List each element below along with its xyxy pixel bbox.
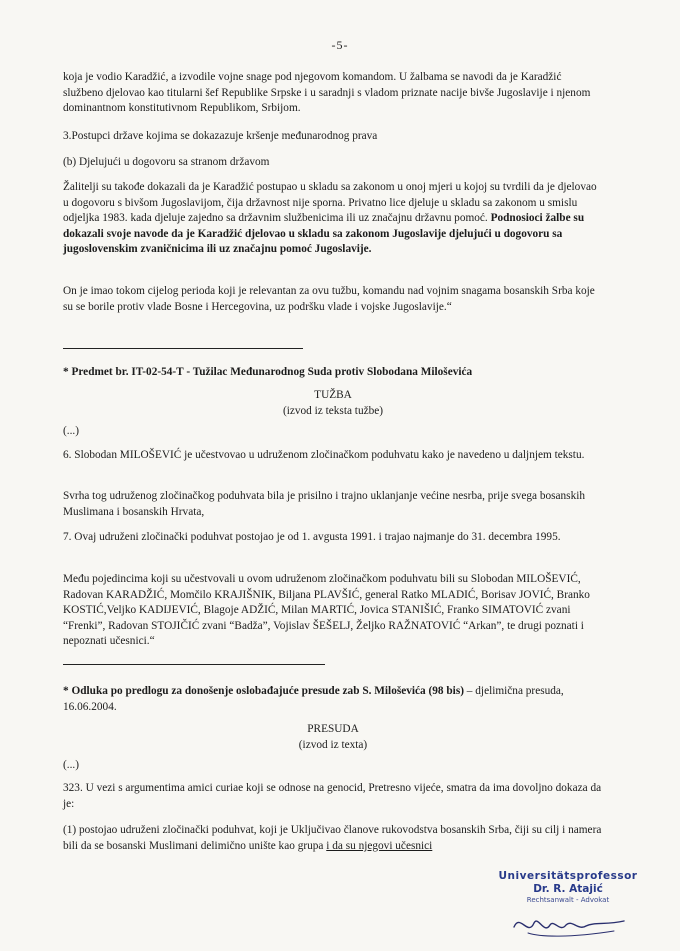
paragraph-svrha: Svrha tog udruženog zločinačkog poduhvata bila je prisilno i trajno uklanjanje većine nesrba, prije svega bosanskih Muslimana i bosanskih Hrvata, [63,490,586,518]
section-heading-3: 3.Postupci države kojima se dokazazuje kršenje međunarodnog prava [63,130,378,142]
paragraph-point-1-underlined: i da su njegovi učesnici [326,839,433,852]
paragraph-7: 7. Ovaj udruženi zločinački poduhvat postojao je od 1. avgusta 1991. i trajao najmanje do 31. decembra 1995. [63,531,561,543]
paragraph-intro: koja je vodio Karadžić, a izvodile vojne snage pod njegovom komandom. U žalbama se navodi da je Karadžić službeno djelovao kao titularni šef Republike Srpske i u saradnji s vladom priznate nacije bivše Jugoslavije i njenom dominantnom konstitutivnom Republikom, Srbijom. [63,71,591,115]
stamp-name: Dr. R. Atajić [533,883,603,895]
case-heading: * Predmet br. IT-02-54-T - Tužilac Međunarodnog Suda protiv Slobodana Miloševića [63,366,473,378]
ellipsis: (...) [63,425,79,437]
tuzba-subtitle: (izvod iz teksta tužbe) [282,405,384,417]
decision-heading-bold: * Odluka po predlogu za donošenje oslobađajuće presude zab S. Miloševića (98 bis) [63,685,464,697]
paragraph-6: 6. Slobodan MILOŠEVIĆ je učestvovao u udruženom zločinačkom poduhvatu kako je navedeno u daljnjem tekstu. [63,449,585,461]
presuda-subtitle: (izvod iz texta) [298,739,368,751]
paragraph-point-1 [63,823,603,854]
stamp-title: Universitätsprofessor [498,870,638,882]
paragraph-komanda: On je imao tokom cijelog perioda koji je relevantan za ovu tužbu, komandu nad vojnim snagama bosanskih Srba koje su se borile protiv vlade Bosne i Hercegovina, uz podršku vlade i vojske Jugoslavije.“ [63,285,595,313]
paragraph-ucesnici: Među pojedincima koji su učestvovali u ovom udruženom zločinačkom poduhvatu bili su Slobodan MILOŠEVIĆ, Radovan KARADŽIĆ, Momčilo KRAJIŠNIK, Biljana PLAVŠIĆ, general Ratko MLADIĆ, Borisav JOVIĆ, Branko KOSTIĆ,Veljko KADIJEVIĆ, Blagoje ADŽIĆ, Milan MARTIĆ, Jovica STANIŠIĆ, Franko SIMATOVIĆ zvani “Frenki”, Radovan STOJIČIĆ zvani “Badža”, Vojislav ŠEŠELJ, Željko RAŽNATOVIĆ “Arkan”, te drugi poznati i nepoznati učesnici.“ [63,573,590,648]
signature [510,907,630,941]
paragraph-zalitelji [63,180,603,258]
presuda-title: PRESUDA [307,723,359,735]
paragraph-zalitelji-text: Žalitelji su takođe dokazali da je Karadžić postupao u skladu sa zakonom u onoj mjeri u kojoj su tvrdili da je djelovao u dogovoru s bivšom Jugoslavijom, čija državnost nije sporna. Privatno lice djeluje u skladu sa zakonom u smislu odjeljka 1983. kada djeluje zajedno sa državnim službenicima ili uz značajnu državnu pomoć. [63,181,597,225]
stamp-role: Rechtsanwalt - Advokat [526,896,610,904]
subsection-heading-b: (b) Djelujući u dogovoru sa stranom državom [63,156,270,168]
separator-line [63,348,303,349]
tuzba-title: TUŽBA [314,389,352,401]
separator-line [63,664,325,665]
page-number: -5- [331,38,349,52]
decision-heading [63,684,603,715]
decision-heading-date: – djelimična presuda, 16.06.2004. [63,685,564,713]
paragraph-zalitelji-bold: Podnosioci žalbe su dokazali svoje navode da je Karadžić djelovao u skladu sa zakonom Jugoslavije djelujući u dogovoru sa jugoslovenskim zvaničnicima ili uz značajnu pomoć Jugoslavije. [63,212,585,256]
paragraph-point-1-text: (1) postojao udruženi zločinački poduhvat, koji je Uključivao članove rukovodstva bosanskih Srba, čiji su cilj i namera bili da se bosanski Muslimani delimično unište kao grupa [63,824,602,852]
lawyer-stamp [498,870,638,904]
ellipsis: (...) [63,759,79,771]
paragraph-323: 323. U vezi s argumentima amici curiae koji se odnose na genocid, Pretresno vijeće, smatra da ima dovoljno dokaza da je: [63,782,602,810]
